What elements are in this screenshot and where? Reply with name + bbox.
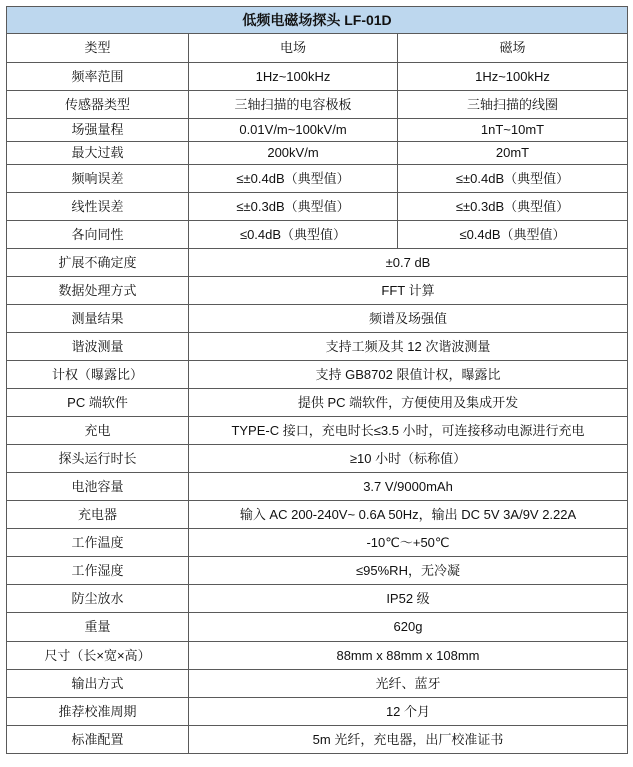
row-label: 各向同性	[7, 221, 189, 249]
table-row	[7, 670, 628, 698]
electric-value: 三轴扫描的电容极板	[189, 91, 398, 119]
row-value: 5m 光纤，充电器，出厂校准证书	[189, 726, 628, 754]
row-label: 工作温度	[7, 529, 189, 557]
row-label: 频响误差	[7, 165, 189, 193]
table-row	[7, 305, 628, 333]
magnetic-value: 1nT~10mT	[398, 119, 628, 142]
table-row	[7, 417, 628, 445]
row-value: 12 个月	[189, 698, 628, 726]
table-row	[7, 91, 628, 119]
row-value: TYPE-C 接口，充电时长≤3.5 小时，可连接移动电源进行充电	[189, 417, 628, 445]
row-label: 重量	[7, 613, 189, 642]
table-row	[7, 249, 628, 277]
table-row	[7, 529, 628, 557]
row-value: 支持 GB8702 限值计权，曝露比	[189, 361, 628, 389]
row-value: 620g	[189, 613, 628, 642]
row-value: 频谱及场强值	[189, 305, 628, 333]
electric-value: 0.01V/m~100kV/m	[189, 119, 398, 142]
row-value: FFT 计算	[189, 277, 628, 305]
row-label: 计权（曝露比）	[7, 361, 189, 389]
table-row	[7, 221, 628, 249]
row-label: 电池容量	[7, 473, 189, 501]
electric-value: ≤±0.3dB（典型值）	[189, 193, 398, 221]
row-label: 频率范围	[7, 63, 189, 91]
table-row	[7, 277, 628, 305]
table-row	[7, 501, 628, 529]
row-label: 充电	[7, 417, 189, 445]
electric-value: ≤0.4dB（典型值）	[189, 221, 398, 249]
row-label: 尺寸（长×宽×高）	[7, 642, 189, 670]
row-value: ≤95%RH，无冷凝	[189, 557, 628, 585]
electric-value: 1Hz~100kHz	[189, 63, 398, 91]
row-label: PC 端软件	[7, 389, 189, 417]
row-value: ±0.7 dB	[189, 249, 628, 277]
row-label: 谐波测量	[7, 333, 189, 361]
table-row	[7, 63, 628, 91]
table-row	[7, 473, 628, 501]
magnetic-value: 三轴扫描的线圈	[398, 91, 628, 119]
header-type-label: 类型	[7, 34, 189, 63]
row-value: 光纤、蓝牙	[189, 670, 628, 698]
table-row	[7, 726, 628, 754]
row-value: 输入 AC 200-240V~ 0.6A 50Hz，输出 DC 5V 3A/9V 2.22A	[189, 501, 628, 529]
table-row	[7, 445, 628, 473]
table-row	[7, 119, 628, 142]
table-title: 低频电磁场探头 LF-01D	[7, 7, 628, 34]
table-row	[7, 193, 628, 221]
table-row	[7, 557, 628, 585]
row-label: 测量结果	[7, 305, 189, 333]
table-row	[7, 585, 628, 613]
table-row	[7, 361, 628, 389]
row-label: 场强量程	[7, 119, 189, 142]
row-label: 输出方式	[7, 670, 189, 698]
table-row	[7, 642, 628, 670]
header-row	[7, 34, 628, 63]
header-electric: 电场	[189, 34, 398, 63]
row-label: 探头运行时长	[7, 445, 189, 473]
row-value: 提供 PC 端软件，方便使用及集成开发	[189, 389, 628, 417]
row-label: 工作湿度	[7, 557, 189, 585]
row-value: 88mm x 88mm x 108mm	[189, 642, 628, 670]
magnetic-value: 20mT	[398, 142, 628, 165]
magnetic-value: 1Hz~100kHz	[398, 63, 628, 91]
magnetic-value: ≤0.4dB（典型值）	[398, 221, 628, 249]
table-row	[7, 698, 628, 726]
row-value: ≥10 小时（标称值）	[189, 445, 628, 473]
row-label: 数据处理方式	[7, 277, 189, 305]
row-label: 最大过载	[7, 142, 189, 165]
magnetic-value: ≤±0.4dB（典型值）	[398, 165, 628, 193]
electric-value: 200kV/m	[189, 142, 398, 165]
row-label: 推荐校准周期	[7, 698, 189, 726]
header-magnetic: 磁场	[398, 34, 628, 63]
magnetic-value: ≤±0.3dB（典型值）	[398, 193, 628, 221]
row-label: 防尘放水	[7, 585, 189, 613]
row-label: 传感器类型	[7, 91, 189, 119]
spec-table	[6, 6, 628, 754]
row-label: 线性误差	[7, 193, 189, 221]
row-value: -10℃～+50℃	[189, 529, 628, 557]
row-label: 标准配置	[7, 726, 189, 754]
row-value: 3.7 V/9000mAh	[189, 473, 628, 501]
title-row	[7, 7, 628, 34]
table-row	[7, 333, 628, 361]
table-row	[7, 165, 628, 193]
table-row	[7, 142, 628, 165]
table-row	[7, 389, 628, 417]
row-label: 充电器	[7, 501, 189, 529]
row-value: 支持工频及其 12 次谐波测量	[189, 333, 628, 361]
row-value: IP52 级	[189, 585, 628, 613]
table-row	[7, 613, 628, 642]
electric-value: ≤±0.4dB（典型值）	[189, 165, 398, 193]
row-label: 扩展不确定度	[7, 249, 189, 277]
